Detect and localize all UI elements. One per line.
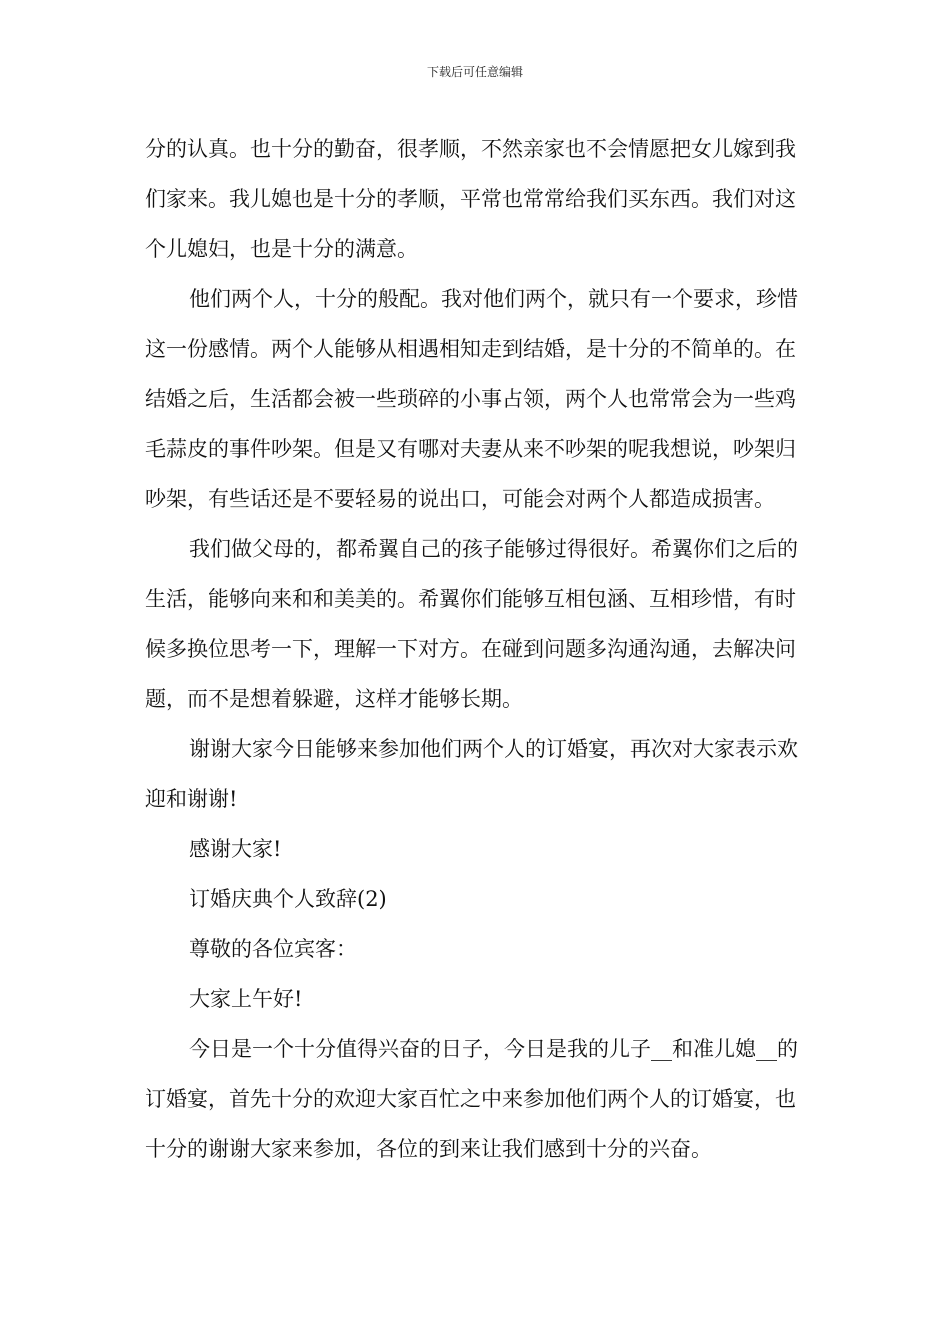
greeting: 大家上午好!: [189, 987, 303, 1011]
paragraph-1: 分的认真。也十分的勤奋，很孝顺，不然亲家也不会情愿把女儿嫁到我们家来。我儿媳也是十分的孝顺，平常也常常给我们买东西。我们对这个儿媳妇，也是十分的满意。: [145, 137, 796, 261]
page-header-note: 下载后可任意编辑: [426, 65, 523, 79]
paragraph-2: 他们两个人，十分的般配。我对他们两个，就只有一个要求，珍惜这一份感情。两个人能够从相遇相知走到结婚，是十分的不简单的。在结婚之后，生活都会被一些琐碎的小事占领，两个人也常常会为一些鸡毛蒜皮的事件吵架。但是又有哪对夫妻从来不吵架的呢我想说，吵架归吵架，有些话还是不要轻易的说出口，可能会对两个人都造成损害。: [145, 287, 798, 511]
salutation: 尊敬的各位宾客：: [189, 937, 357, 961]
paragraph-9: 今日是一个十分值得兴奋的日子，今日是我的儿子__和准儿媳__的订婚宴，首先十分的欢迎大家百忙之中来参加他们两个人的订婚宴，也十分的谢谢大家来参加，各位的到来让我们感到十分的兴奋。: [145, 1037, 798, 1161]
document-body: [145, 124, 810, 1174]
paragraph-4: 谢谢大家今日能够来参加他们两个人的订婚宴，再次对大家表示欢迎和谢谢!: [145, 737, 798, 811]
paragraph-3: 我们做父母的，都希翼自己的孩子能够过得很好。希翼你们之后的生活，能够向来和和美美的。希翼你们能够互相包涵、互相珍惜，有时候多换位思考一下，理解一下对方。在碰到问题多沟通沟通，去解决问题，而不是想着躲避，这样才能够长期。: [145, 537, 798, 711]
paragraph-5: 感谢大家!: [189, 837, 282, 861]
section-heading: 订婚庆典个人致辞(2): [189, 887, 387, 911]
